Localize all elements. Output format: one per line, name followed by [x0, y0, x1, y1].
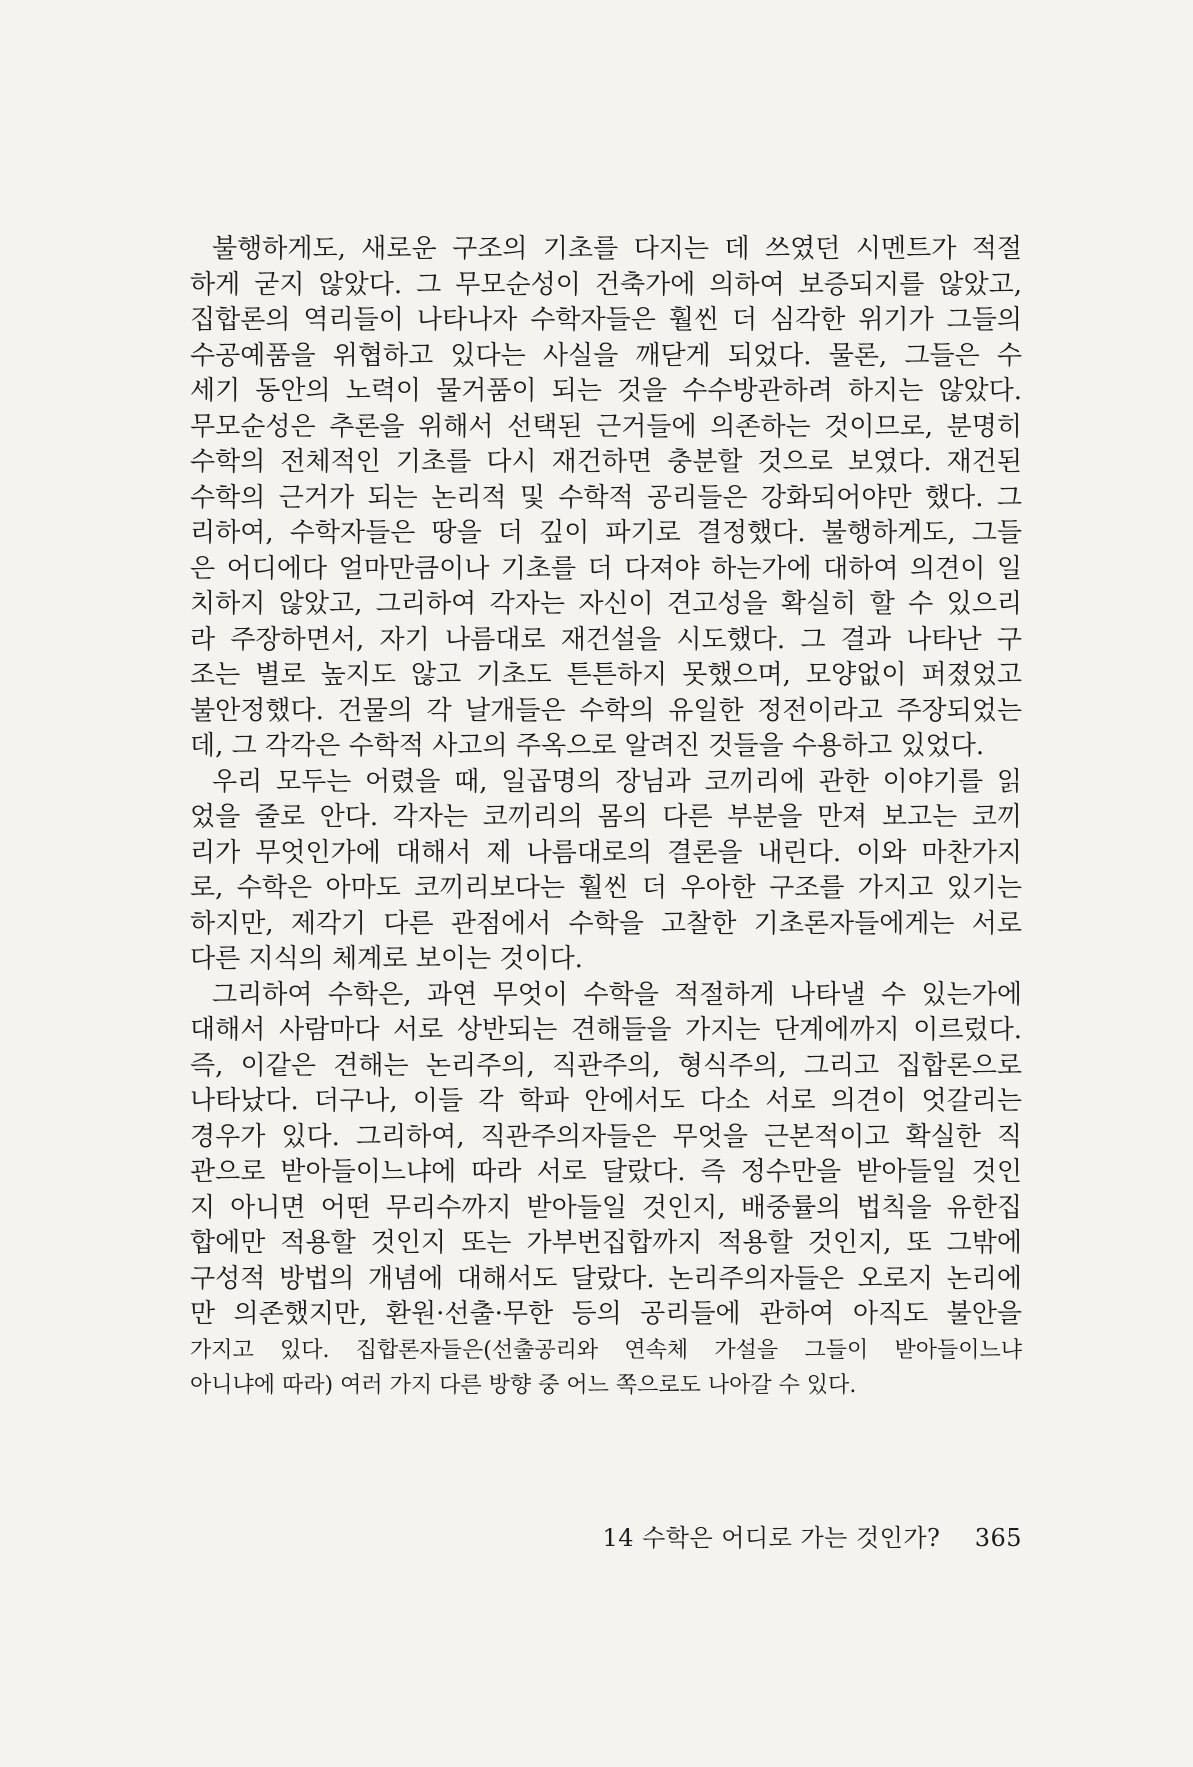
text-line: 수학의 전체적인 기초를 다시 재건하면 충분할 것으로 보였다. 재건된	[190, 447, 1022, 477]
text-line: 우리 모두는 어렸을 때, 일곱명의 장님과 코끼리에 관한 이야기를 읽	[212, 766, 1022, 797]
text-line: 리하여, 수학자들은 땅을 더 깊이 파기로 결정했다. 불행하게도, 그들	[190, 518, 1022, 548]
chapter-title: 수학은 어디로 가는 것인가?	[642, 1524, 941, 1552]
text-line: 구성적 방법의 개념에 대해서도 달랐다. 논리주의자들은 오로지 논리에	[190, 1263, 1022, 1294]
text-line: 즉, 이같은 견해는 논리주의, 직관주의, 형식주의, 그리고 집합론으로	[190, 1050, 1022, 1081]
text-line: 조는 별로 높지도 않고 기초도 튼튼하지 못했으며, 모양없이 퍼졌었고	[190, 660, 1022, 690]
text-line: 불행하게도, 새로운 구조의 기초를 다지는 데 쓰였던 시멘트가 적절	[212, 234, 1022, 264]
text-line: 집합론의 역리들이 나타나자 수학자들은 훨씬 더 심각한 위기가 그들의	[190, 305, 1022, 335]
text-line: 은 어디에다 얼마만큼이나 기초를 더 다져야 하는가에 대하여 의견이 일	[190, 553, 1022, 584]
text-line: 다른 지식의 체계로 보이는 것이다.	[190, 944, 583, 974]
text-line: 합에만 적용할 것인지 또는 가부번집합까지 적용할 것인지, 또 그밖에	[190, 1228, 1022, 1258]
text-line: 리가 무엇인가에 대해서 제 나름대로의 결론을 내린다. 이와 마찬가지	[190, 837, 1022, 868]
text-line: 지 아니면 어떤 무리수까지 받아들일 것인지, 배중률의 법칙을 유한집	[190, 1192, 1022, 1223]
text-line: 경우가 있다. 그리하여, 직관주의자들은 무엇을 근본적이고 확실한 직	[190, 1121, 1022, 1152]
page-number: 365	[974, 1524, 1022, 1552]
text-line: 세기 동안의 노력이 물거품이 되는 것을 수수방관하려 하지는 않았다.	[190, 376, 1022, 406]
paragraph	[190, 765, 1022, 978]
text-line: 나타났다. 더구나, 이들 각 학파 안에서도 다소 서로 의견이 엇갈리는	[190, 1086, 1022, 1116]
text-line: 로, 수학은 아마도 코끼리보다는 훨씬 더 우아한 구조를 가지고 있기는	[190, 873, 1022, 903]
text-line: 라 주장하면서, 자기 나름대로 재건설을 시도했다. 그 결과 나타난 구	[190, 624, 1022, 655]
text-line: 하지만, 제각기 다른 관점에서 수학을 고찰한 기초론자들에게는 서로	[190, 908, 1022, 939]
chapter-number: 14	[602, 1524, 634, 1552]
paragraph	[190, 232, 1022, 765]
text-line: 수공예품을 위협하고 있다는 사실을 깨닫게 되었다. 물론, 그들은 수	[190, 340, 1022, 371]
text-line: 아니냐에 따라) 여러 가지 다른 방향 중 어느 쪽으로도 나아갈 수 있다.	[190, 1373, 857, 1398]
text-line: 그리하여 수학은, 과연 무엇이 수학을 적절하게 나타낼 수 있는가에	[212, 979, 1022, 1010]
text-line: 수학의 근거가 되는 논리적 및 수학적 공리들은 강화되어야만 했다. 그	[190, 482, 1022, 513]
body-text	[190, 232, 1022, 1404]
text-line: 가지고 있다. 집합론자들은(선출공리와 연속체 가설을 그들이 받아들이느냐	[190, 1337, 1022, 1363]
text-line: 만 의존했지만, 환원·선출·무한 등의 공리들에 관하여 아직도 불안을	[190, 1299, 1022, 1329]
running-footer	[602, 1518, 1022, 1553]
text-line: 었을 줄로 안다. 각자는 코끼리의 몸의 다른 부분을 만져 보고는 코끼	[190, 802, 1022, 832]
text-line: 하게 굳지 않았다. 그 무모순성이 건축가에 의하여 보증되지를 않았고,	[190, 269, 1022, 300]
text-line: 무모순성은 추론을 위해서 선택된 근거들에 의존하는 것이므로, 분명히	[190, 411, 1022, 442]
paragraph	[190, 978, 1022, 1404]
text-line: 대해서 사람마다 서로 상반되는 견해들을 가지는 단계에까지 이르렀다.	[190, 1015, 1022, 1045]
text-line: 데, 그 각각은 수학적 사고의 주옥으로 알려진 것들을 수용하고 있었다.	[190, 731, 985, 761]
text-line: 불안정했다. 건물의 각 날개들은 수학의 유일한 정전이라고 주장되었는	[190, 695, 1022, 726]
text-line: 치하지 않았고, 그리하여 각자는 자신이 견고성을 확실히 할 수 있으리	[190, 589, 1022, 619]
text-line: 관으로 받아들이느냐에 따라 서로 달랐다. 즉 정수만을 받아들일 것인	[190, 1157, 1022, 1187]
